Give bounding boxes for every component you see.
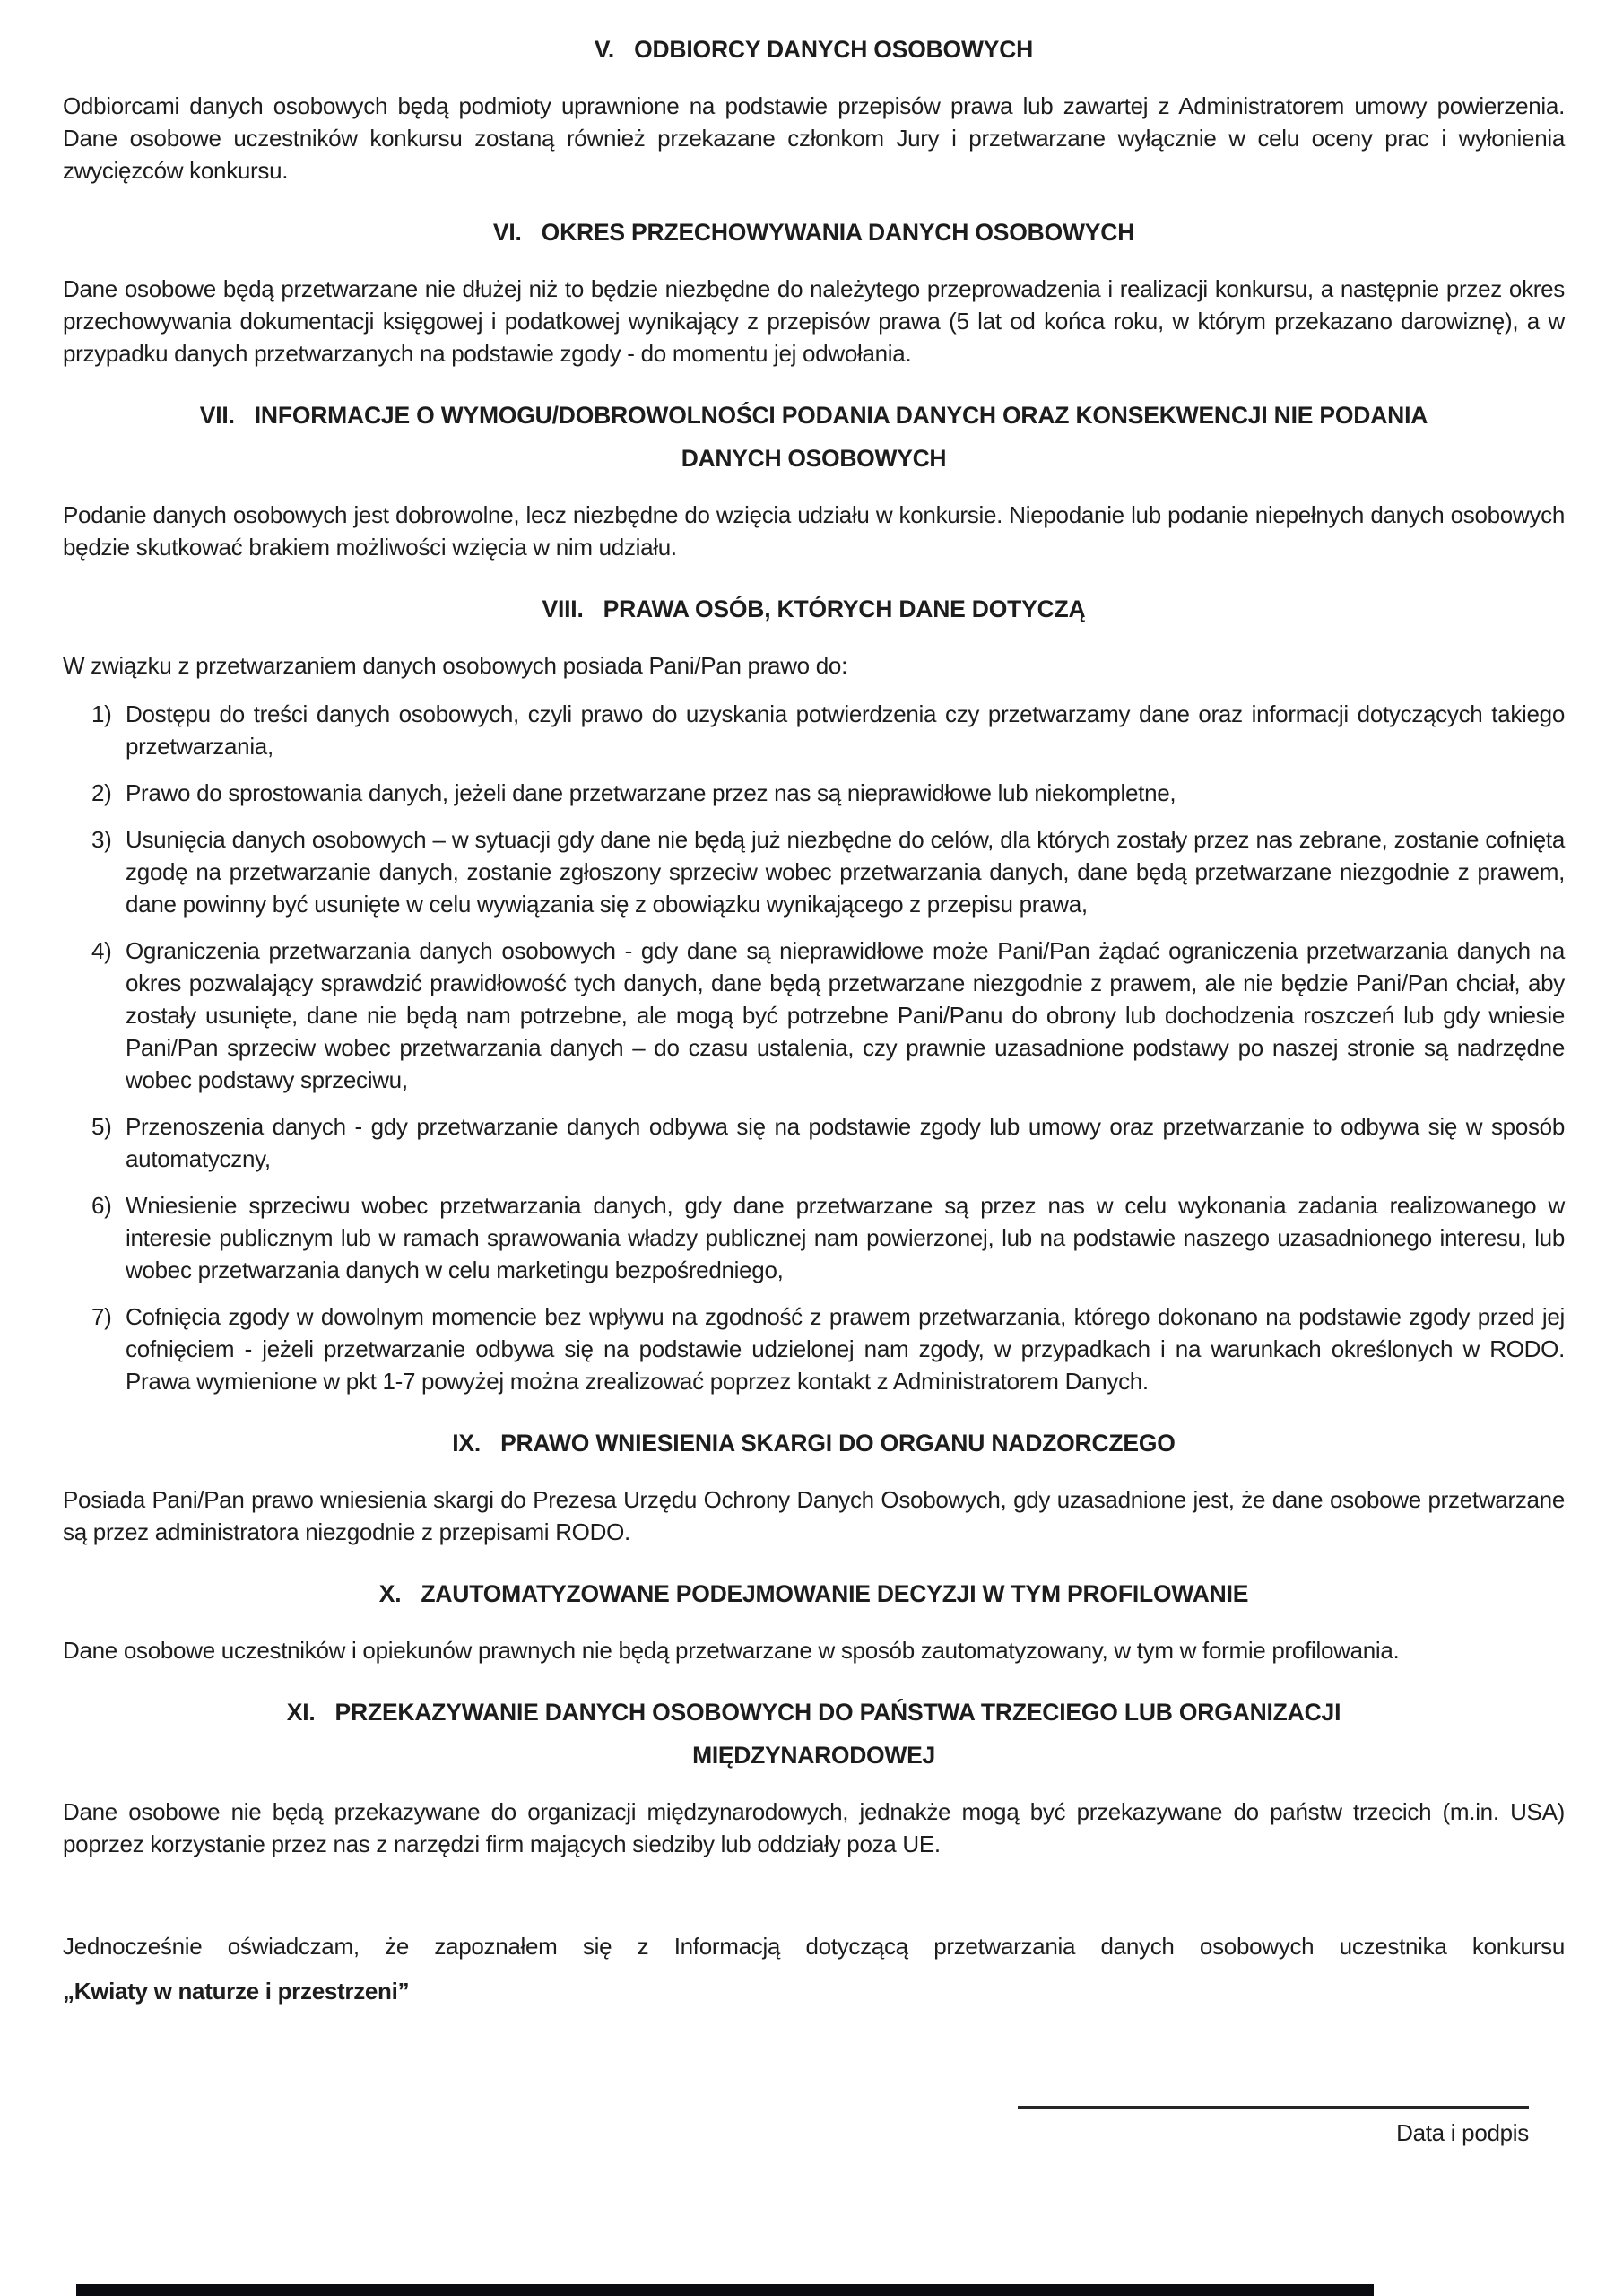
scan-artifact-bar [76, 2284, 1374, 2296]
section-title: OKRES PRZECHOWYWANIA DANYCH OSOBOWYCH [541, 219, 1135, 246]
section-number: VIII. [542, 596, 584, 622]
section-title: PRZEKAZYWANIE DANYCH OSOBOWYCH DO PAŃSTWA TRZECIEGO LUB ORGANIZACJI [334, 1699, 1341, 1726]
section-title: INFORMACJE O WYMOGU/DOBROWOLNOŚCI PODANIA DANYCH ORAZ KONSEKWENCJI NIE PODANIA [254, 402, 1428, 429]
list-item [91, 823, 1565, 920]
paragraph: Podanie danych osobowych jest dobrowolne, lecz niezbędne do wzięcia udziału w konkursie. Niepodanie lub podanie niepełnych danych osobowych będzie skutkować brakiem możliwości wzięcia w nim udziału. [63, 501, 1565, 561]
section-vi [63, 213, 1565, 370]
section-x [63, 1575, 1565, 1666]
rights-list [63, 698, 1565, 1397]
section-title: ODBIORCY DANYCH OSOBOWYCH [634, 36, 1034, 63]
section-number: X. [378, 1580, 402, 1607]
section-heading [63, 1575, 1565, 1613]
signature-line [1018, 2106, 1529, 2109]
list-item-marker: 5) [91, 1113, 112, 1140]
list-item-marker: 6) [91, 1192, 112, 1219]
paragraph: Posiada Pani/Pan prawo wniesienia skargi do Prezesa Urzędu Ochrony Danych Osobowych, gdy uzasadnione jest, że dane osobowe przetwarzane są przez administratora niezgodnie z przepisami RODO. [63, 1486, 1565, 1545]
section-number: VII. [199, 402, 235, 429]
list-item [91, 1189, 1565, 1286]
paragraph: Dane osobowe nie będą przekazywane do organizacji międzynarodowych, jednakże mogą być przekazywane do państw trzecich (m.in. USA) poprzez korzystanie przez nas z narzędzi firm mających siedziby lub oddziały poza UE. [63, 1798, 1565, 1857]
section-heading [63, 1424, 1565, 1462]
list-item-text: Przenoszenia danych - gdy przetwarzanie danych odbywa się na podstawie zgody lub umowy oraz przetwarzanie to odbywa się w sposób automatyczny, [126, 1113, 1565, 1172]
section-v [63, 30, 1565, 187]
document-body [63, 30, 1565, 1860]
section-heading [63, 590, 1565, 628]
list-item [91, 1110, 1565, 1175]
section-title: PRAWO WNIESIENIA SKARGI DO ORGANU NADZORCZEGO [500, 1430, 1176, 1457]
signature-block [1018, 2106, 1529, 2149]
section-number: VI. [492, 219, 522, 246]
list-item [91, 777, 1565, 809]
contest-name: „Kwiaty w naturze i przestrzeni” [63, 1978, 410, 2005]
paragraph: Dane osobowe uczestników i opiekunów prawnych nie będą przetwarzane w sposób zautomatyzowany, w tym w formie profilowania. [63, 1637, 1400, 1664]
section-title: PRAWA OSÓB, KTÓRYCH DANE DOTYCZĄ [603, 596, 1086, 622]
list-item [91, 698, 1565, 762]
section-heading [63, 396, 1565, 434]
list-item-marker: 7) [91, 1303, 112, 1330]
section-heading [63, 213, 1565, 251]
section-heading [63, 30, 1565, 68]
list-item [91, 1300, 1565, 1397]
list-item-text: Cofnięcia zgody w dowolnym momencie bez wpływu na zgodność z prawem przetwarzania, którego dokonano na podstawie zgody przed jej cofnięciem - jeżeli przetwarzanie odbywa się na podstawie udzielonej nam zgody, w przypadkach i na warunkach określonych w RODO. Prawa wymienione w pkt 1-7 powyżej można zrealizować poprzez kontakt z Administratorem Danych. [126, 1303, 1565, 1395]
paragraph: Dane osobowe będą przetwarzane nie dłużej niż to będzie niezbędne do należytego przeprowadzenia i realizacji konkursu, a następnie przez okres przechowywania dokumentacji księgowej i podatkowej wynikający z przepisów prawa (5 lat od końca roku, w którym przekazano darowiznę), a w przypadku danych przetwarzanych na podstawie zgody - do momentu jej odwołania. [63, 275, 1565, 367]
paragraph: Odbiorcami danych osobowych będą podmioty uprawnione na podstawie przepisów prawa lub zawartej z Administratorem umowy powierzenia. Dane osobowe uczestników konkursu zostaną również przekazane członkom Jury i przetwarzane wyłącznie w celu oceny prac i wyłonienia zwycięzców konkursu. [63, 92, 1565, 184]
section-xi [63, 1693, 1565, 1860]
closing-statement [63, 1930, 1565, 2007]
list-item-text: Dostępu do treści danych osobowych, czyli prawo do uzyskania potwierdzenia czy przetwarzamy dane oraz informacji dotyczących takiego przetwarzania, [126, 700, 1565, 760]
list-item-text: Wniesienie sprzeciwu wobec przetwarzania danych, gdy dane przetwarzane są przez nas w celu wykonania zadania realizowanego w interesie publicznym lub w ramach sprawowania władzy publicznej nam powierzonej, lub na podstawie naszego uzasadnionego interesu, lub wobec przetwarzania danych w celu marketingu bezpośredniego, [126, 1192, 1565, 1283]
section-viii [63, 590, 1565, 1397]
section-number: V. [594, 36, 615, 63]
section-number: IX. [452, 1430, 482, 1457]
signature-label: Data i podpis [1396, 2119, 1529, 2146]
list-item-marker: 2) [91, 779, 112, 806]
list-item-text: Usunięcia danych osobowych – w sytuacji gdy dane nie będą już niezbędne do celów, dla których zostały przez nas zebrane, zostanie cofnięta zgodę na przetwarzanie danych, zostanie zgłoszony sprzeciw wobec przetwarzania danych, dane będą przetwarzane niezgodnie z prawem, dane powinny być usunięte w celu wywiązania się z obowiązku wynikającego z przepisu prawa, [126, 826, 1565, 918]
list-item-marker: 1) [91, 700, 112, 727]
rights-intro: W związku z przetwarzaniem danych osobowych posiada Pani/Pan prawo do: [63, 652, 848, 679]
section-heading [63, 1693, 1565, 1731]
list-item [91, 935, 1565, 1096]
list-item-marker: 4) [91, 937, 112, 964]
section-title-line2: DANYCH OSOBOWYCH [681, 445, 947, 472]
section-title: ZAUTOMATYZOWANE PODEJMOWANIE DECYZJI W TYM PROFILOWANIE [421, 1580, 1249, 1607]
section-title-line2: MIĘDZYNARODOWEJ [692, 1742, 935, 1769]
list-item-marker: 3) [91, 826, 112, 853]
list-item-text: Prawo do sprostowania danych, jeżeli dane przetwarzane przez nas są nieprawidłowe lub niekompletne, [126, 779, 1176, 806]
section-vii [63, 396, 1565, 563]
section-ix [63, 1424, 1565, 1548]
section-number: XI. [286, 1699, 316, 1726]
closing-statement-text: Jednocześnie oświadczam, że zapoznałem się z Informacją dotyczącą przetwarzania danych osobowych uczestnika konkursu [63, 1933, 1565, 1960]
list-item-text: Ograniczenia przetwarzania danych osobowych - gdy dane są nieprawidłowe może Pani/Pan żądać ograniczenia przetwarzania danych na okres pozwalający sprawdzić prawidłowość tych danych, dane będą przetwarzane niezgodnie z prawem, ale nie będzie Pani/Pan chciał, aby zostały usunięte, dane nie będą nam potrzebne, ale mogą być potrzebne Pani/Panu do obrony lub dochodzenia roszczeń lub gdy wniesie Pani/Pan sprzeciw wobec przetwarzania danych – do czasu ustalenia, czy prawnie uzasadnione podstawy po naszej stronie są nadrzędne wobec podstawy sprzeciwu, [126, 937, 1565, 1093]
